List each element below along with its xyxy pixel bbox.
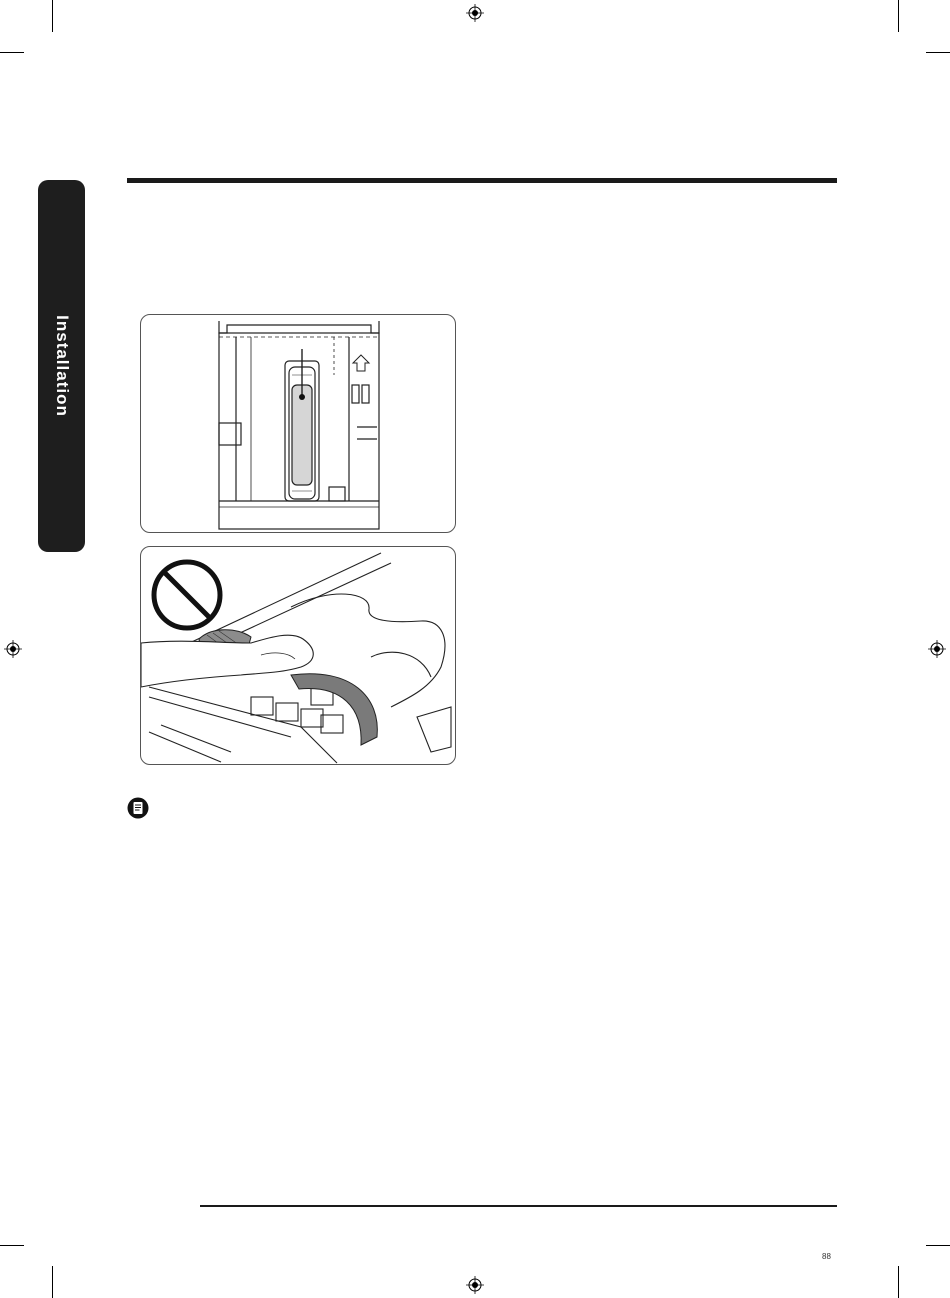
registration-mark-icon — [466, 4, 484, 22]
prohibited-icon — [149, 557, 225, 633]
figure-prohibited-action — [140, 546, 456, 765]
registration-mark-icon — [4, 640, 22, 658]
crop-mark — [52, 0, 53, 32]
section-side-tab — [38, 180, 85, 552]
page-number: 88 — [822, 1252, 831, 1261]
registration-mark-icon — [466, 1276, 484, 1294]
note-icon — [127, 797, 149, 819]
crop-mark — [0, 52, 24, 53]
figure-appliance-top-view — [140, 314, 456, 533]
footer-rule — [200, 1205, 837, 1207]
crop-mark — [898, 0, 899, 32]
header-rule — [127, 178, 837, 183]
section-side-tab-label: Installation — [52, 315, 72, 417]
crop-mark — [926, 1245, 950, 1246]
crop-mark — [898, 1266, 899, 1298]
registration-mark-icon — [928, 640, 946, 658]
crop-mark — [926, 52, 950, 53]
crop-mark — [52, 1266, 53, 1298]
crop-mark — [0, 1245, 24, 1246]
